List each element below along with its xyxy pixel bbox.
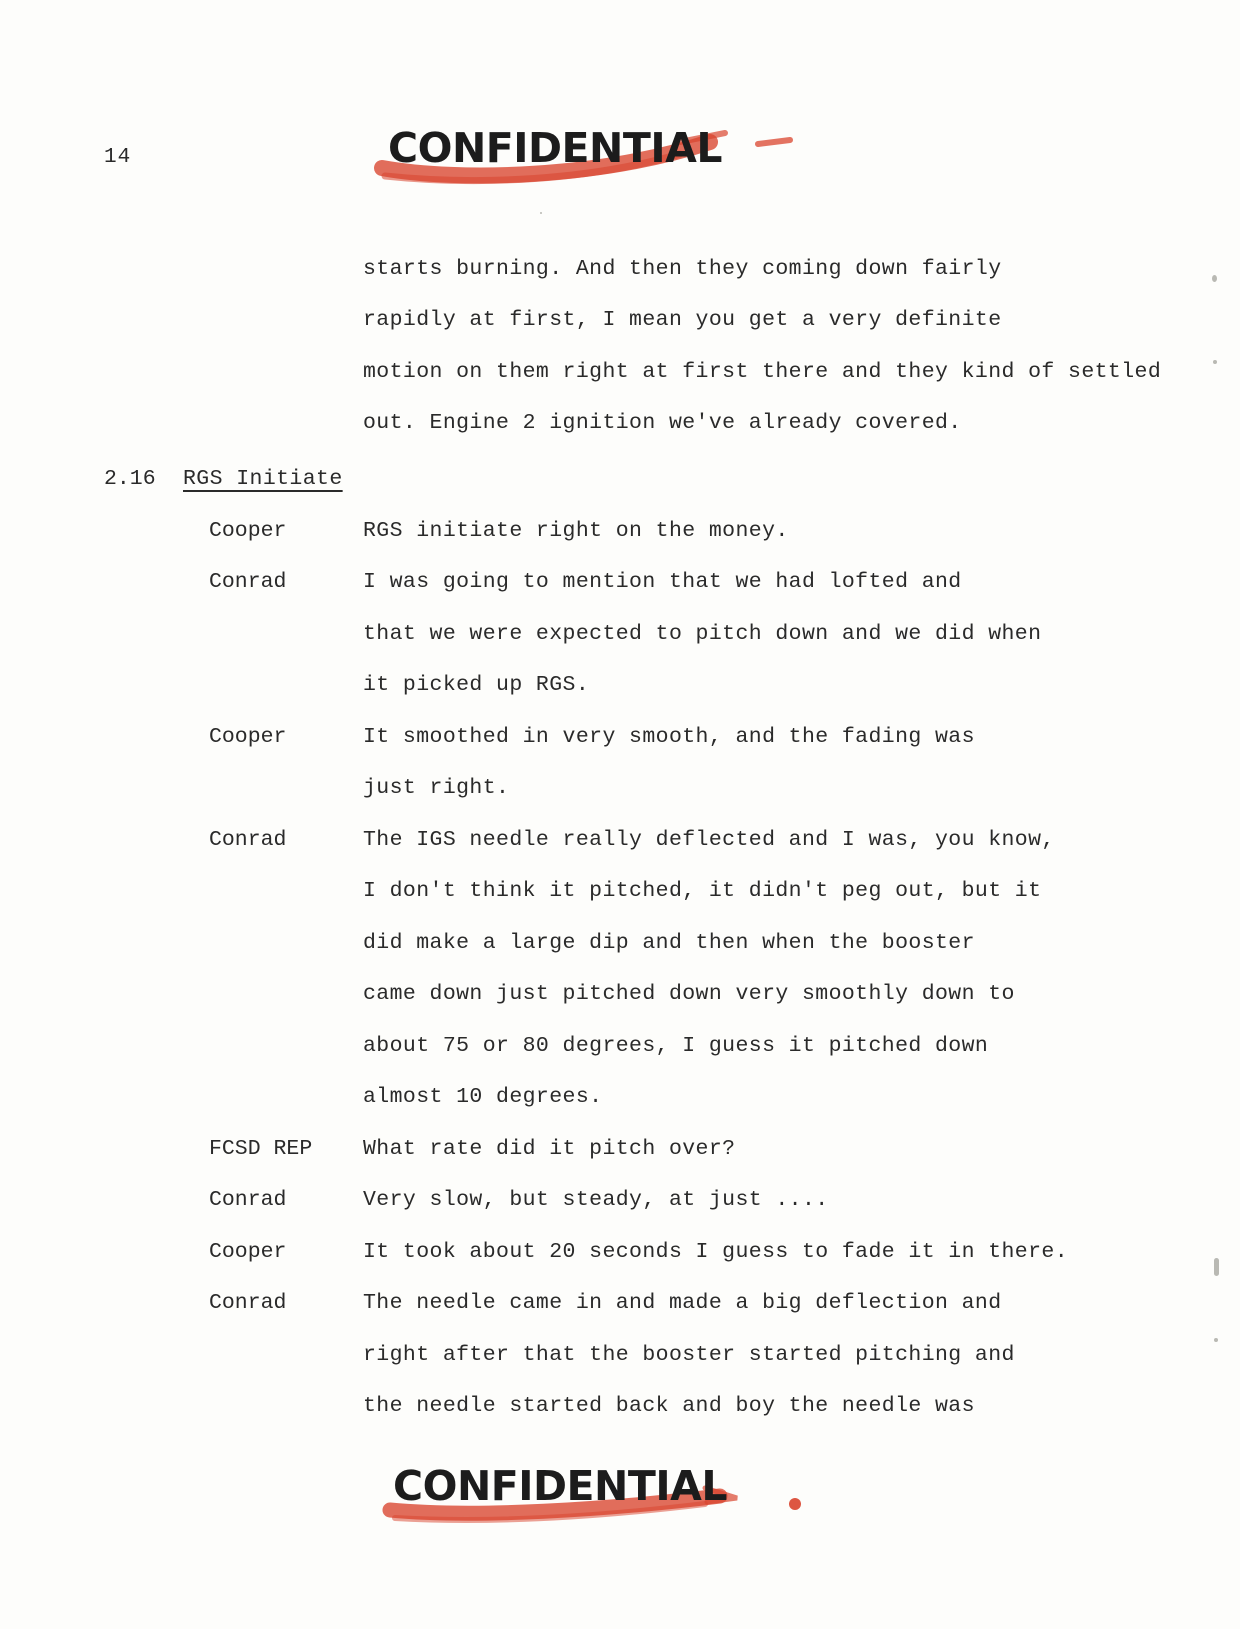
transcript-line: It smoothed in very smooth, and the fading was [363, 725, 975, 749]
speaker-label: Conrad [209, 828, 287, 852]
stamp-label: CONFIDENTIAL [393, 1462, 727, 1510]
continuation-line: rapidly at first, I mean you get a very definite [363, 308, 1002, 332]
transcript-line: about 75 or 80 degrees, I guess it pitched down [363, 1034, 989, 1058]
transcript-line: RGS initiate right on the money. [363, 519, 789, 543]
continuation-line: motion on them right at first there and they kind of settled [363, 360, 1162, 384]
scan-speck [1212, 275, 1217, 282]
speaker-label: Conrad [209, 1188, 287, 1212]
transcript-line: did make a large dip and then when the booster [363, 931, 975, 955]
scan-speck [1213, 360, 1217, 364]
transcript-line: that we were expected to pitch down and we did when [363, 622, 1042, 646]
speaker-label: Conrad [209, 570, 287, 594]
speaker-label: Cooper [209, 725, 287, 749]
transcript-line: just right. [363, 776, 510, 800]
confidential-stamp-bottom [385, 1458, 865, 1538]
transcript-line: The needle came in and made a big deflection and [363, 1291, 1002, 1315]
transcript-line: almost 10 degrees. [363, 1085, 603, 1109]
transcript-line: it picked up RGS. [363, 673, 590, 697]
transcript-line: What rate did it pitch over? [363, 1137, 736, 1161]
scan-speck [1214, 1338, 1218, 1342]
confidential-stamp-top [380, 120, 860, 200]
section-number: 2.16 [104, 467, 156, 491]
section-title: RGS Initiate [183, 467, 343, 491]
speaker-label: FCSD REP [209, 1137, 313, 1161]
transcript-line: right after that the booster started pitching and [363, 1343, 1015, 1367]
transcript-line: It took about 20 seconds I guess to fade it in there. [363, 1240, 1069, 1264]
speaker-label: Conrad [209, 1291, 287, 1315]
stamp-label: CONFIDENTIAL [388, 124, 722, 172]
transcript-line: the needle started back and boy the needle was [363, 1394, 975, 1418]
speaker-label: Cooper [209, 519, 287, 543]
transcript-line: Very slow, but steady, at just .... [363, 1188, 829, 1212]
scan-speck [1214, 1258, 1219, 1276]
transcript-line: The IGS needle really deflected and I was, you know, [363, 828, 1055, 852]
continuation-line: starts burning. And then they coming down fairly [363, 257, 1002, 281]
speaker-label: Cooper [209, 1240, 287, 1264]
scan-speck [540, 212, 542, 214]
transcript-line: I was going to mention that we had lofted and [363, 570, 962, 594]
transcript-line: came down just pitched down very smoothly down to [363, 982, 1015, 1006]
page-number: 14 [104, 146, 132, 169]
transcript-line: I don't think it pitched, it didn't peg out, but it [363, 879, 1042, 903]
continuation-line: out. Engine 2 ignition we've already covered. [363, 411, 962, 435]
